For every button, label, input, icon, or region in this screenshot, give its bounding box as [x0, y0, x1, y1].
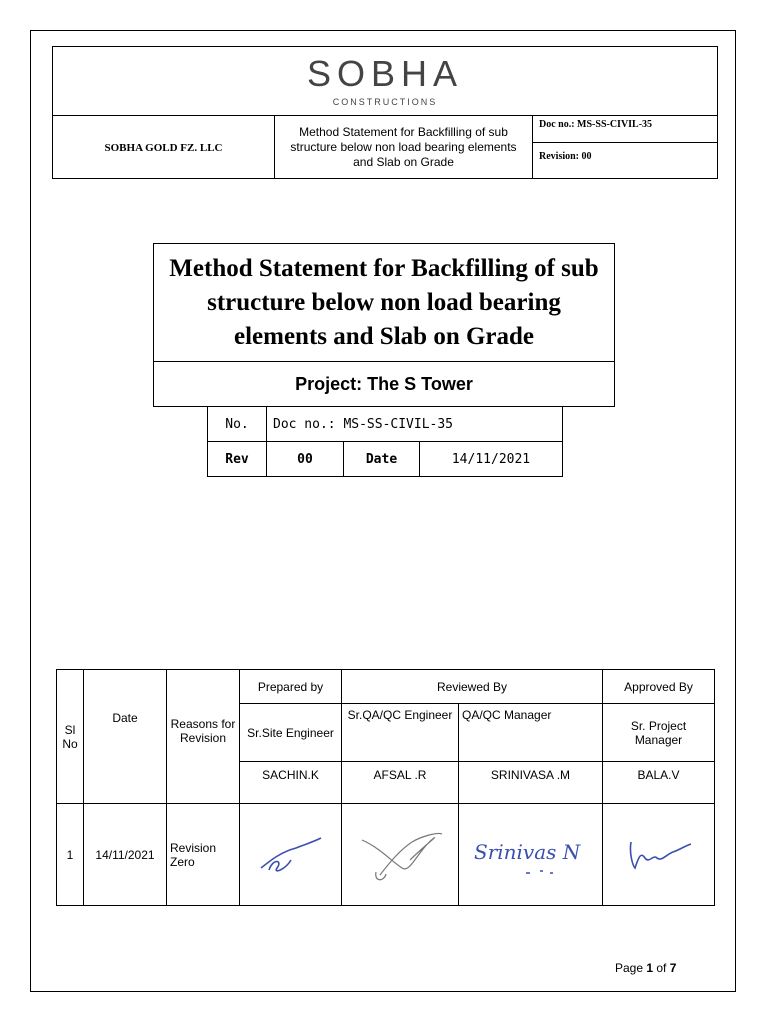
header-doc-number: Doc no.: MS-SS-CIVIL-35 [533, 116, 718, 143]
doc-info-date-value: 14/11/2021 [420, 442, 563, 477]
approval-header-reasons: Reasons for Revision [167, 670, 240, 804]
approval-table [56, 669, 715, 906]
role-prepared: Sr.Site Engineer [240, 704, 342, 762]
header-company-name: SOBHA GOLD FZ. LLC [53, 116, 275, 179]
header-revision: Revision: 00 [539, 151, 592, 162]
document-title: Method Statement for Backfilling of sub structure below non load bearing elements and Slab on Grade [154, 244, 614, 362]
page-of: of [653, 961, 670, 975]
doc-info-row-no [208, 407, 563, 442]
table-row [57, 804, 715, 906]
approval-header-row [57, 670, 715, 704]
doc-info-rev-value: 00 [267, 442, 344, 477]
name-reviewer-1: AFSAL .R [342, 762, 459, 804]
doc-info-rev-label: Rev [208, 442, 267, 477]
signature-reviewer-2 [459, 804, 603, 906]
doc-info-row-rev [208, 442, 563, 477]
approval-header-sl-no: Sl No [57, 670, 84, 804]
approval-header-approved-by: Approved By [603, 670, 715, 704]
company-logo-subtitle: CONSTRUCTIONS [332, 97, 438, 107]
header-document-title: Method Statement for Backfilling of sub structure below non load bearing elements and Slab on Grade [275, 116, 533, 179]
page-total: 7 [669, 961, 677, 975]
signature-approver [603, 804, 715, 906]
project-name: Project: The S Tower [295, 373, 473, 394]
document-header [52, 46, 718, 179]
name-prepared: SACHIN.K [240, 762, 342, 804]
doc-info-no-label: No. [208, 407, 267, 442]
page-prefix: Page [615, 961, 647, 975]
row-sl-no: 1 [57, 804, 84, 906]
approval-header-reviewed-by: Reviewed By [342, 670, 603, 704]
page-number [615, 961, 676, 975]
row-reason: Revision Zero [167, 804, 240, 906]
doc-info-doc-no: Doc no.: MS-SS-CIVIL-35 [267, 407, 563, 442]
approval-header-prepared-by: Prepared by [240, 670, 342, 704]
role-reviewer-2: QA/QC Manager [459, 704, 603, 762]
approval-header-date: Date [84, 670, 167, 804]
role-reviewer-1: Sr.QA/QC Engineer [342, 704, 459, 762]
row-date: 14/11/2021 [84, 804, 167, 906]
signature-reviewer-2-text: Srinivas N [473, 839, 580, 864]
role-approver: Sr. Project Manager [603, 704, 715, 762]
name-approver: BALA.V [603, 762, 715, 804]
page-current: 1 [646, 961, 654, 975]
signature-prepared [240, 804, 342, 906]
doc-info-date-label: Date [344, 442, 420, 477]
logo-row [53, 47, 717, 116]
signature-reviewer-1 [342, 804, 459, 906]
company-logo: SOBHA [306, 53, 464, 94]
name-reviewer-2: SRINIVASA .M [459, 762, 603, 804]
title-block [153, 243, 615, 407]
doc-info-table [207, 406, 563, 477]
